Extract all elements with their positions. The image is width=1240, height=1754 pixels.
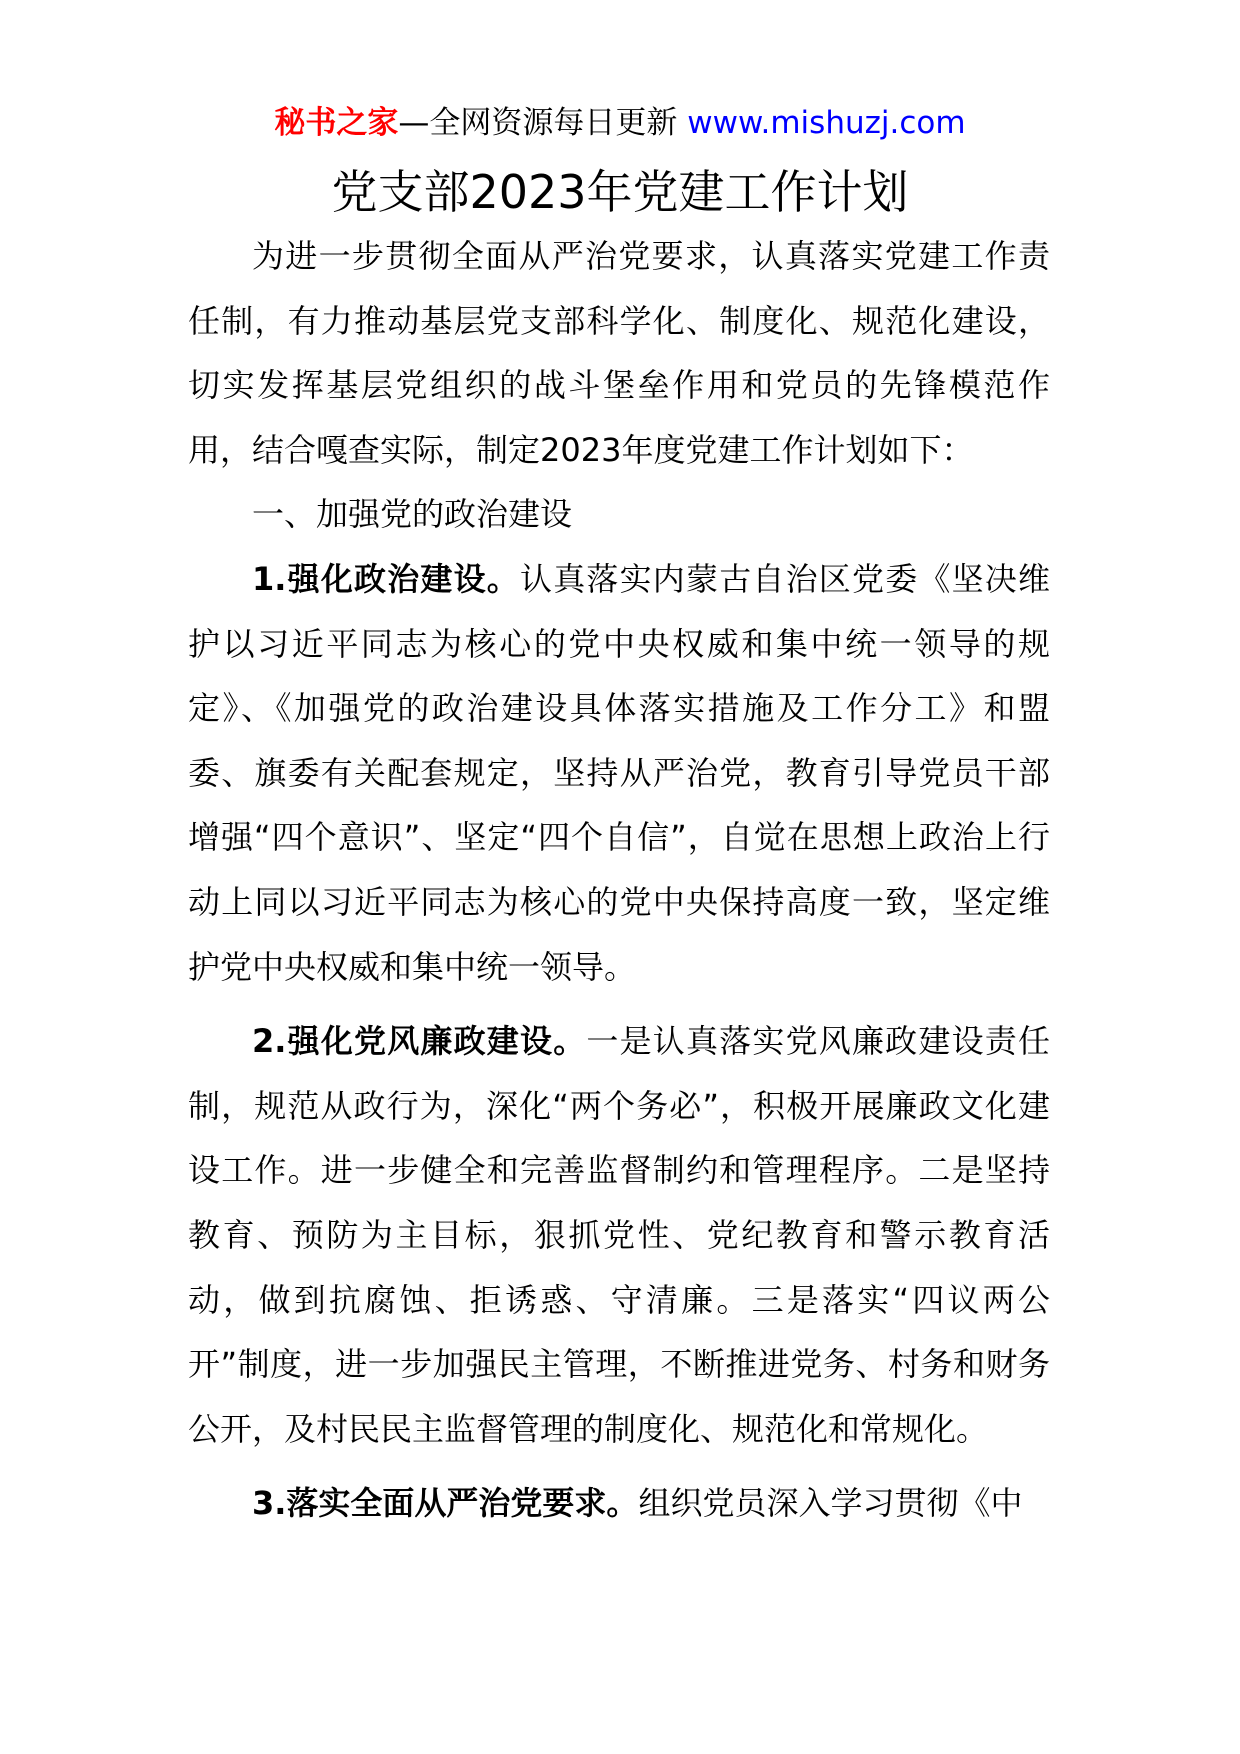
item-lead-1: 1.强化政治建设。 bbox=[252, 559, 521, 598]
site-url-link[interactable]: www.mishuzj.com bbox=[687, 105, 966, 141]
brand-name: 秘书之家 bbox=[274, 105, 399, 141]
item-text-3: 组织党员深入学习贯彻《中 bbox=[638, 1484, 1023, 1523]
item-paragraph-3 bbox=[188, 1471, 1050, 1536]
item-text-2: 一是认真落实党风廉政建设责任制，规范从政行为，深化“两个务必”，积极开展廉政文化建设工作。进一步健全和完善监督制约和管理程序。二是坚持教育、预防为主目标，狠抓党性、党纪教育和警示教育活动，做到抗腐蚀、拒诱惑、守清廉。三是落实“四议两公开”制度，进一步加强民主管理，不断推进党务、村务和财务公开，及村民民主监督管理的制度化、规范化和常规化。 bbox=[188, 1022, 1050, 1448]
section-heading: 一、加强党的政治建设 bbox=[252, 495, 573, 534]
item-paragraph-2 bbox=[188, 1009, 1050, 1461]
item-paragraph-1 bbox=[188, 547, 1050, 999]
document-body bbox=[188, 224, 1050, 1536]
header-slogan: —全网资源每日更新 bbox=[398, 105, 688, 141]
document-title: 党支部2023年党建工作计划 bbox=[331, 165, 909, 219]
intro-paragraph: 为进一步贯彻全面从严治党要求，认真落实党建工作责任制，有力推动基层党支部科学化、制度化、规范化建设，切实发挥基层党组织的战斗堡垒作用和党员的先锋模范作用，结合嘎查实际，制定2023年度党建工作计划如下： bbox=[188, 237, 1050, 469]
item-lead-2: 2.强化党风廉政建设。 bbox=[252, 1022, 587, 1061]
item-text-1: 认真落实内蒙古自治区党委《坚决维护以习近平同志为核心的党中央权威和集中统一领导的规定》、《加强党的政治建设具体落实措施及工作分工》和盟委、旗委有关配套规定，坚持从严治党，教育引导党员干部增强“四个意识”、坚定“四个自信”，自觉在思想上政治上行动上同以习近平同志为核心的党中央保持高度一致，坚定维护党中央权威和集中统一领导。 bbox=[188, 559, 1050, 986]
watermark-header bbox=[0, 100, 1240, 146]
item-lead-3: 3.落实全面从严治党要求。 bbox=[252, 1484, 639, 1523]
